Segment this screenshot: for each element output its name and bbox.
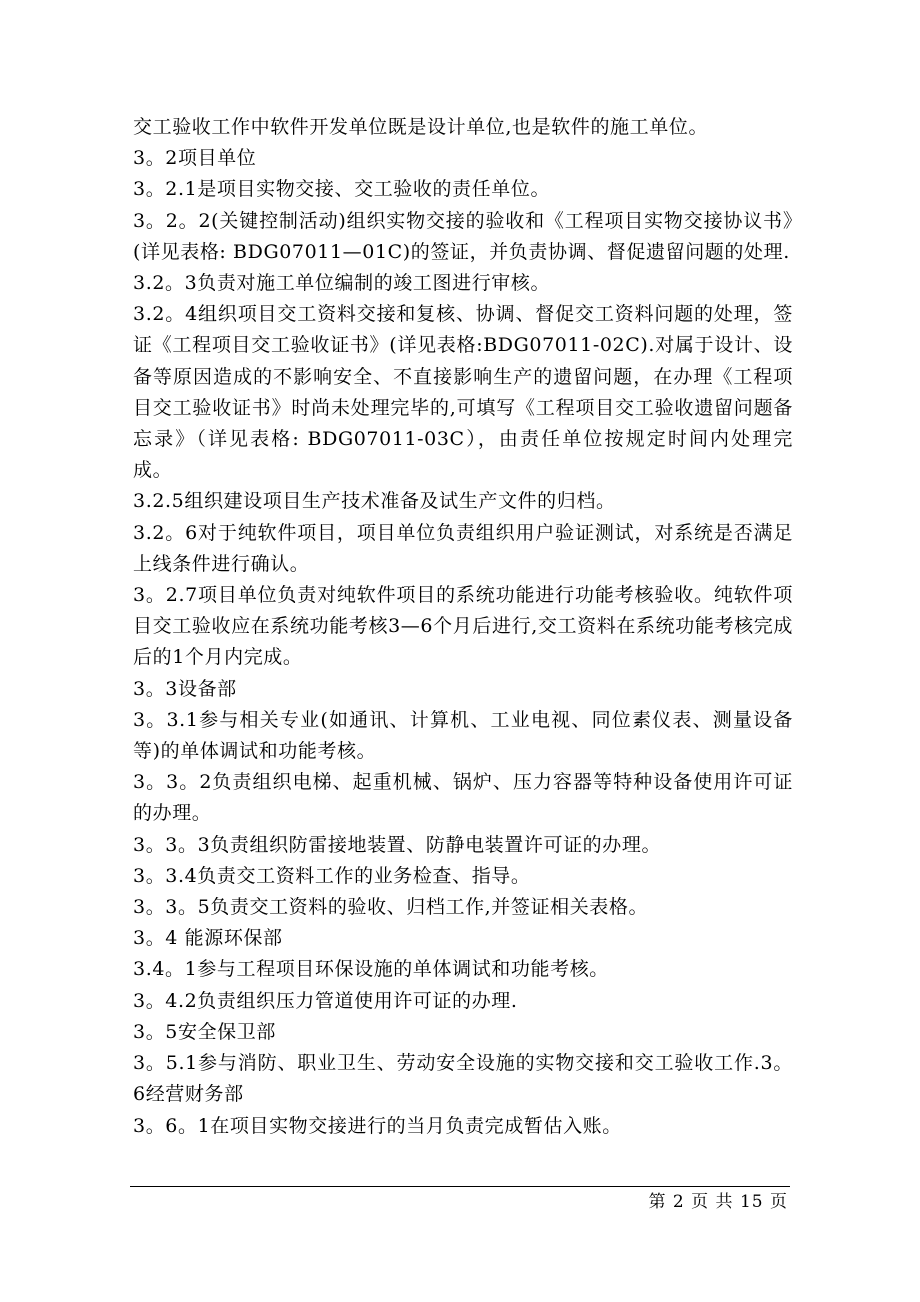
paragraph-3-2-7: 3。2.7项目单位负责对纯软件项目的系统功能进行功能考核验收。纯软件项目交工验收应在系统功能考核3—6个月后进行,交工资料在系统功能考核完成后的1个月内完成。 (133, 584, 793, 669)
paragraph-3-2-1: 3。2.1是项目实物交接、交工验收的责任单位。 (133, 178, 551, 201)
paragraph-3-2-5: 3.2.5组织建设项目生产技术准备及试生产文件的归档。 (133, 490, 616, 513)
document-body (133, 112, 793, 1142)
section-heading-equipment: 3。3设备部 (133, 677, 237, 700)
paragraph-3-3-3: 3。3。3负责组织防雷接地装置、防静电装置许可证的办理。 (133, 833, 662, 856)
paragraph-3-2-2: 3。2。2(关键控制活动)组织实物交接的验收和《工程项目实物交接协议书》(详见表格: BDG07011—01C)的签证，并负责协调、督促遗留问题的处理. (133, 209, 793, 263)
paragraph-3-3-4: 3。3.4负责交工资料工作的业务检查、指导。 (133, 864, 531, 887)
paragraph-3-3-2: 3。3。2负责组织电梯、起重机械、锅炉、压力容器等特种设备使用许可证的办理。 (133, 771, 793, 825)
paragraph-intro: 交工验收工作中软件开发单位既是设计单位,也是软件的施工单位。 (133, 116, 709, 138)
section-heading-project-unit: 3。2项目单位 (133, 147, 257, 170)
footer-divider (130, 1186, 790, 1187)
paragraph-3-6-1: 3。6。1在项目实物交接进行的当月负责完成暂估入账。 (133, 1114, 622, 1137)
paragraph-3-5-1: 3。5.1参与消防、职业卫生、劳动安全设施的实物交接和交工验收工作.3。6经营财务部 (133, 1052, 793, 1106)
paragraph-3-2-4: 3.2。4组织项目交工资料交接和复核、协调、督促交工资料问题的处理，签证《工程项目交工验收证书》(详见表格:BDG07011-02C).对属于设计、设备等原因造成的不影响安全、不直接影响生产的遗留问题，在办理《工程项目交工验收证书》时尚未处理完毕的,可填写《工程项目交工验收遗留问题备忘录》（详见表格: BDG07011-03C），由责任单位按规定时间内处理完成。 (133, 303, 793, 482)
paragraph-3-3-5: 3。3。5负责交工资料的验收、归档工作,并签证相关表格。 (133, 896, 649, 919)
section-heading-energy: 3。4 能源环保部 (133, 927, 283, 950)
paragraph-3-4-2: 3。4.2负责组织压力管道使用许可证的办理. (133, 989, 518, 1012)
page-number: 第 2 页 共 15 页 (648, 1192, 788, 1212)
paragraph-3-4-1: 3.4。1参与工程项目环保设施的单体调试和功能考核。 (133, 958, 609, 981)
paragraph-3-2-3: 3.2。3负责对施工单位编制的竣工图进行审核。 (133, 272, 551, 295)
section-heading-security: 3。5安全保卫部 (133, 1020, 276, 1043)
paragraph-3-2-6: 3.2。6对于纯软件项目，项目单位负责组织用户验证测试，对系统是否满足上线条件进行确认。 (133, 521, 793, 575)
paragraph-3-3-1: 3。3.1参与相关专业(如通讯、计算机、工业电视、同位素仪表、测量设备等)的单体调试和功能考核。 (133, 708, 793, 763)
